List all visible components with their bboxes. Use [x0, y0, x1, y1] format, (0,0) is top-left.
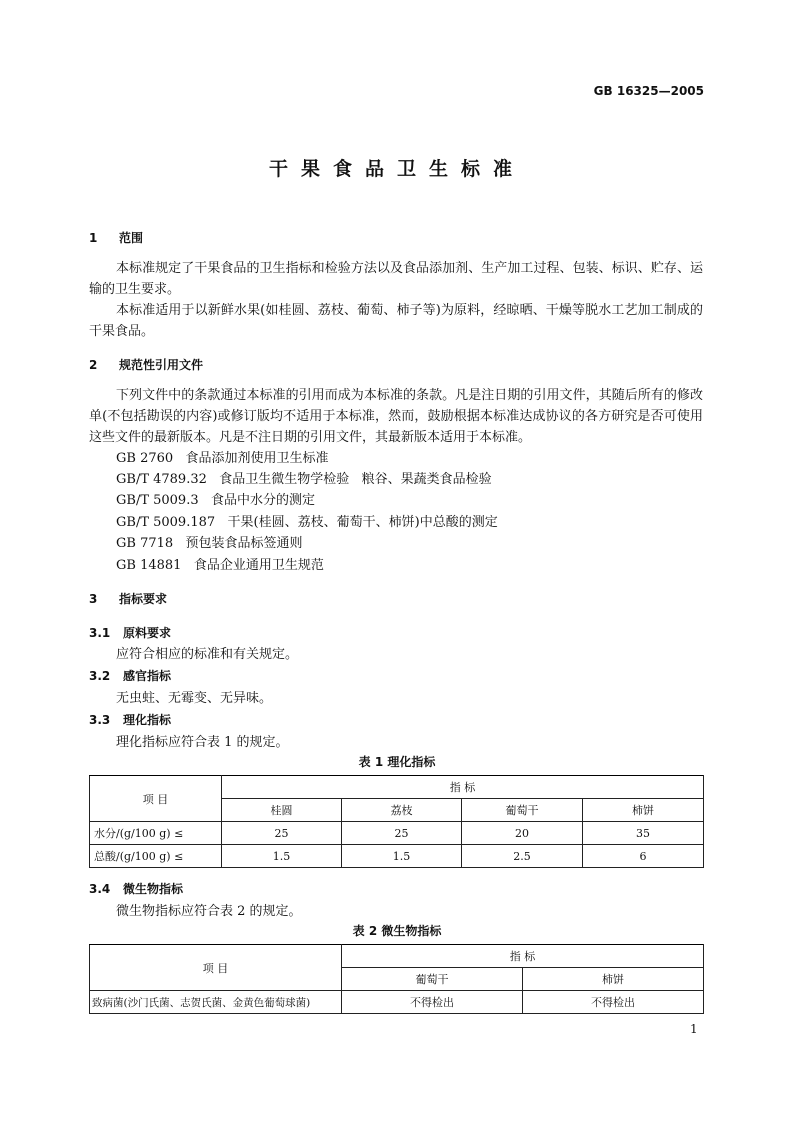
- table-cell: 不得检出: [523, 991, 704, 1014]
- table-group-header: 指 标: [222, 776, 704, 799]
- section-title: 微生物指标: [123, 882, 184, 896]
- section-title: 感官指标: [123, 669, 172, 683]
- table-column-header: 桂圆: [222, 799, 342, 822]
- table-cell: 25: [342, 822, 462, 845]
- table-row: [90, 845, 704, 868]
- table-cell: 2.5: [462, 845, 583, 868]
- section-2-heading: [89, 356, 203, 373]
- reference-item: GB/T 4789.32 食品卫生微生物学检验 粮谷、果蔬类食品检验: [116, 472, 492, 487]
- section-text: 微生物指标应符合表 2 的规定。: [116, 904, 302, 919]
- table-1-caption: 表 1 理化指标: [358, 755, 436, 769]
- table-cell: 20: [462, 822, 583, 845]
- section-text: 无虫蛀、无霉变、无异味。: [116, 691, 273, 706]
- section-title: 范围: [119, 231, 144, 245]
- table-item-header: 项 目: [90, 776, 222, 822]
- reference-item: GB/T 5009.187 干果(桂圆、荔枝、葡萄干、柿饼)中总酸的测定: [116, 515, 498, 530]
- table-column-header: 葡萄干: [342, 968, 523, 991]
- section-title: 理化指标: [123, 713, 172, 727]
- section-3-4-heading: [89, 880, 183, 897]
- table-cell: 35: [583, 822, 704, 845]
- table-1: [89, 775, 704, 868]
- section-3-1-heading: [89, 624, 171, 641]
- paragraph: 本标准规定了干果食品的卫生指标和检验方法以及食品添加剂、生产加工过程、包装、标识、贮存、运输的卫生要求。: [89, 261, 703, 297]
- paragraph: 下列文件中的条款通过本标准的引用而成为本标准的条款。凡是注日期的引用文件，其随后所有的修改单(不包括勘误的内容)或修订版均不适用于本标准，然而，鼓励根据本标准达成协议的各方研究是否可使用这些文件的最新版本。凡是不注日期的引用文件，其最新版本适用于本标准。: [89, 388, 703, 445]
- section-3-3-heading: [89, 711, 171, 728]
- section-title: 指标要求: [119, 592, 168, 606]
- page-title: 干果食品卫生标准: [268, 158, 525, 180]
- table-cell: 25: [222, 822, 342, 845]
- table-2: [89, 944, 704, 1014]
- table-row-label: 致病菌(沙门氏菌、志贺氏菌、金黄色葡萄球菌): [90, 991, 342, 1014]
- section-title: 原料要求: [123, 626, 172, 640]
- table-column-header: 柿饼: [523, 968, 704, 991]
- reference-item: GB 14881 食品企业通用卫生规范: [116, 558, 324, 573]
- section-text: 应符合相应的标准和有关规定。: [116, 647, 299, 662]
- table-item-header: 项 目: [90, 945, 342, 991]
- table-row: [90, 991, 704, 1014]
- section-1-heading: [89, 229, 143, 246]
- section-title: 规范性引用文件: [119, 358, 204, 372]
- table-cell: 6: [583, 845, 704, 868]
- section-number: 1: [89, 231, 98, 245]
- section-3-heading: [89, 590, 167, 607]
- section-number: 2: [89, 358, 98, 372]
- section-number: 3.4: [89, 882, 111, 896]
- reference-item: GB 2760 食品添加剂使用卫生标准: [116, 451, 329, 466]
- table-cell: 1.5: [342, 845, 462, 868]
- table-row: [90, 822, 704, 845]
- standard-number: GB 16325—2005: [593, 84, 704, 98]
- section-number: 3.1: [89, 626, 111, 640]
- table-column-header: 柿饼: [583, 799, 704, 822]
- page-number: 1: [690, 1022, 698, 1036]
- table-column-header: 葡萄干: [462, 799, 583, 822]
- table-cell: 1.5: [222, 845, 342, 868]
- table-group-header: 指 标: [342, 945, 704, 968]
- paragraph: 本标准适用于以新鲜水果(如桂圆、荔枝、葡萄、柿子等)为原料，经晾晒、干燥等脱水工艺加工制成的干果食品。: [89, 303, 703, 339]
- table-row-label: 水分/(g/100 g) ≤: [90, 822, 222, 845]
- section-number: 3.2: [89, 669, 111, 683]
- table-cell: 不得检出: [342, 991, 523, 1014]
- reference-item: GB/T 5009.3 食品中水分的测定: [116, 493, 316, 508]
- reference-item: GB 7718 预包装食品标签通则: [116, 536, 303, 551]
- table-column-header: 荔枝: [342, 799, 462, 822]
- table-2-caption: 表 2 微生物指标: [352, 924, 442, 938]
- section-number: 3.3: [89, 713, 111, 727]
- section-number: 3: [89, 592, 98, 606]
- section-text: 理化指标应符合表 1 的规定。: [116, 735, 289, 750]
- section-3-2-heading: [89, 667, 171, 684]
- table-row-label: 总酸/(g/100 g) ≤: [90, 845, 222, 868]
